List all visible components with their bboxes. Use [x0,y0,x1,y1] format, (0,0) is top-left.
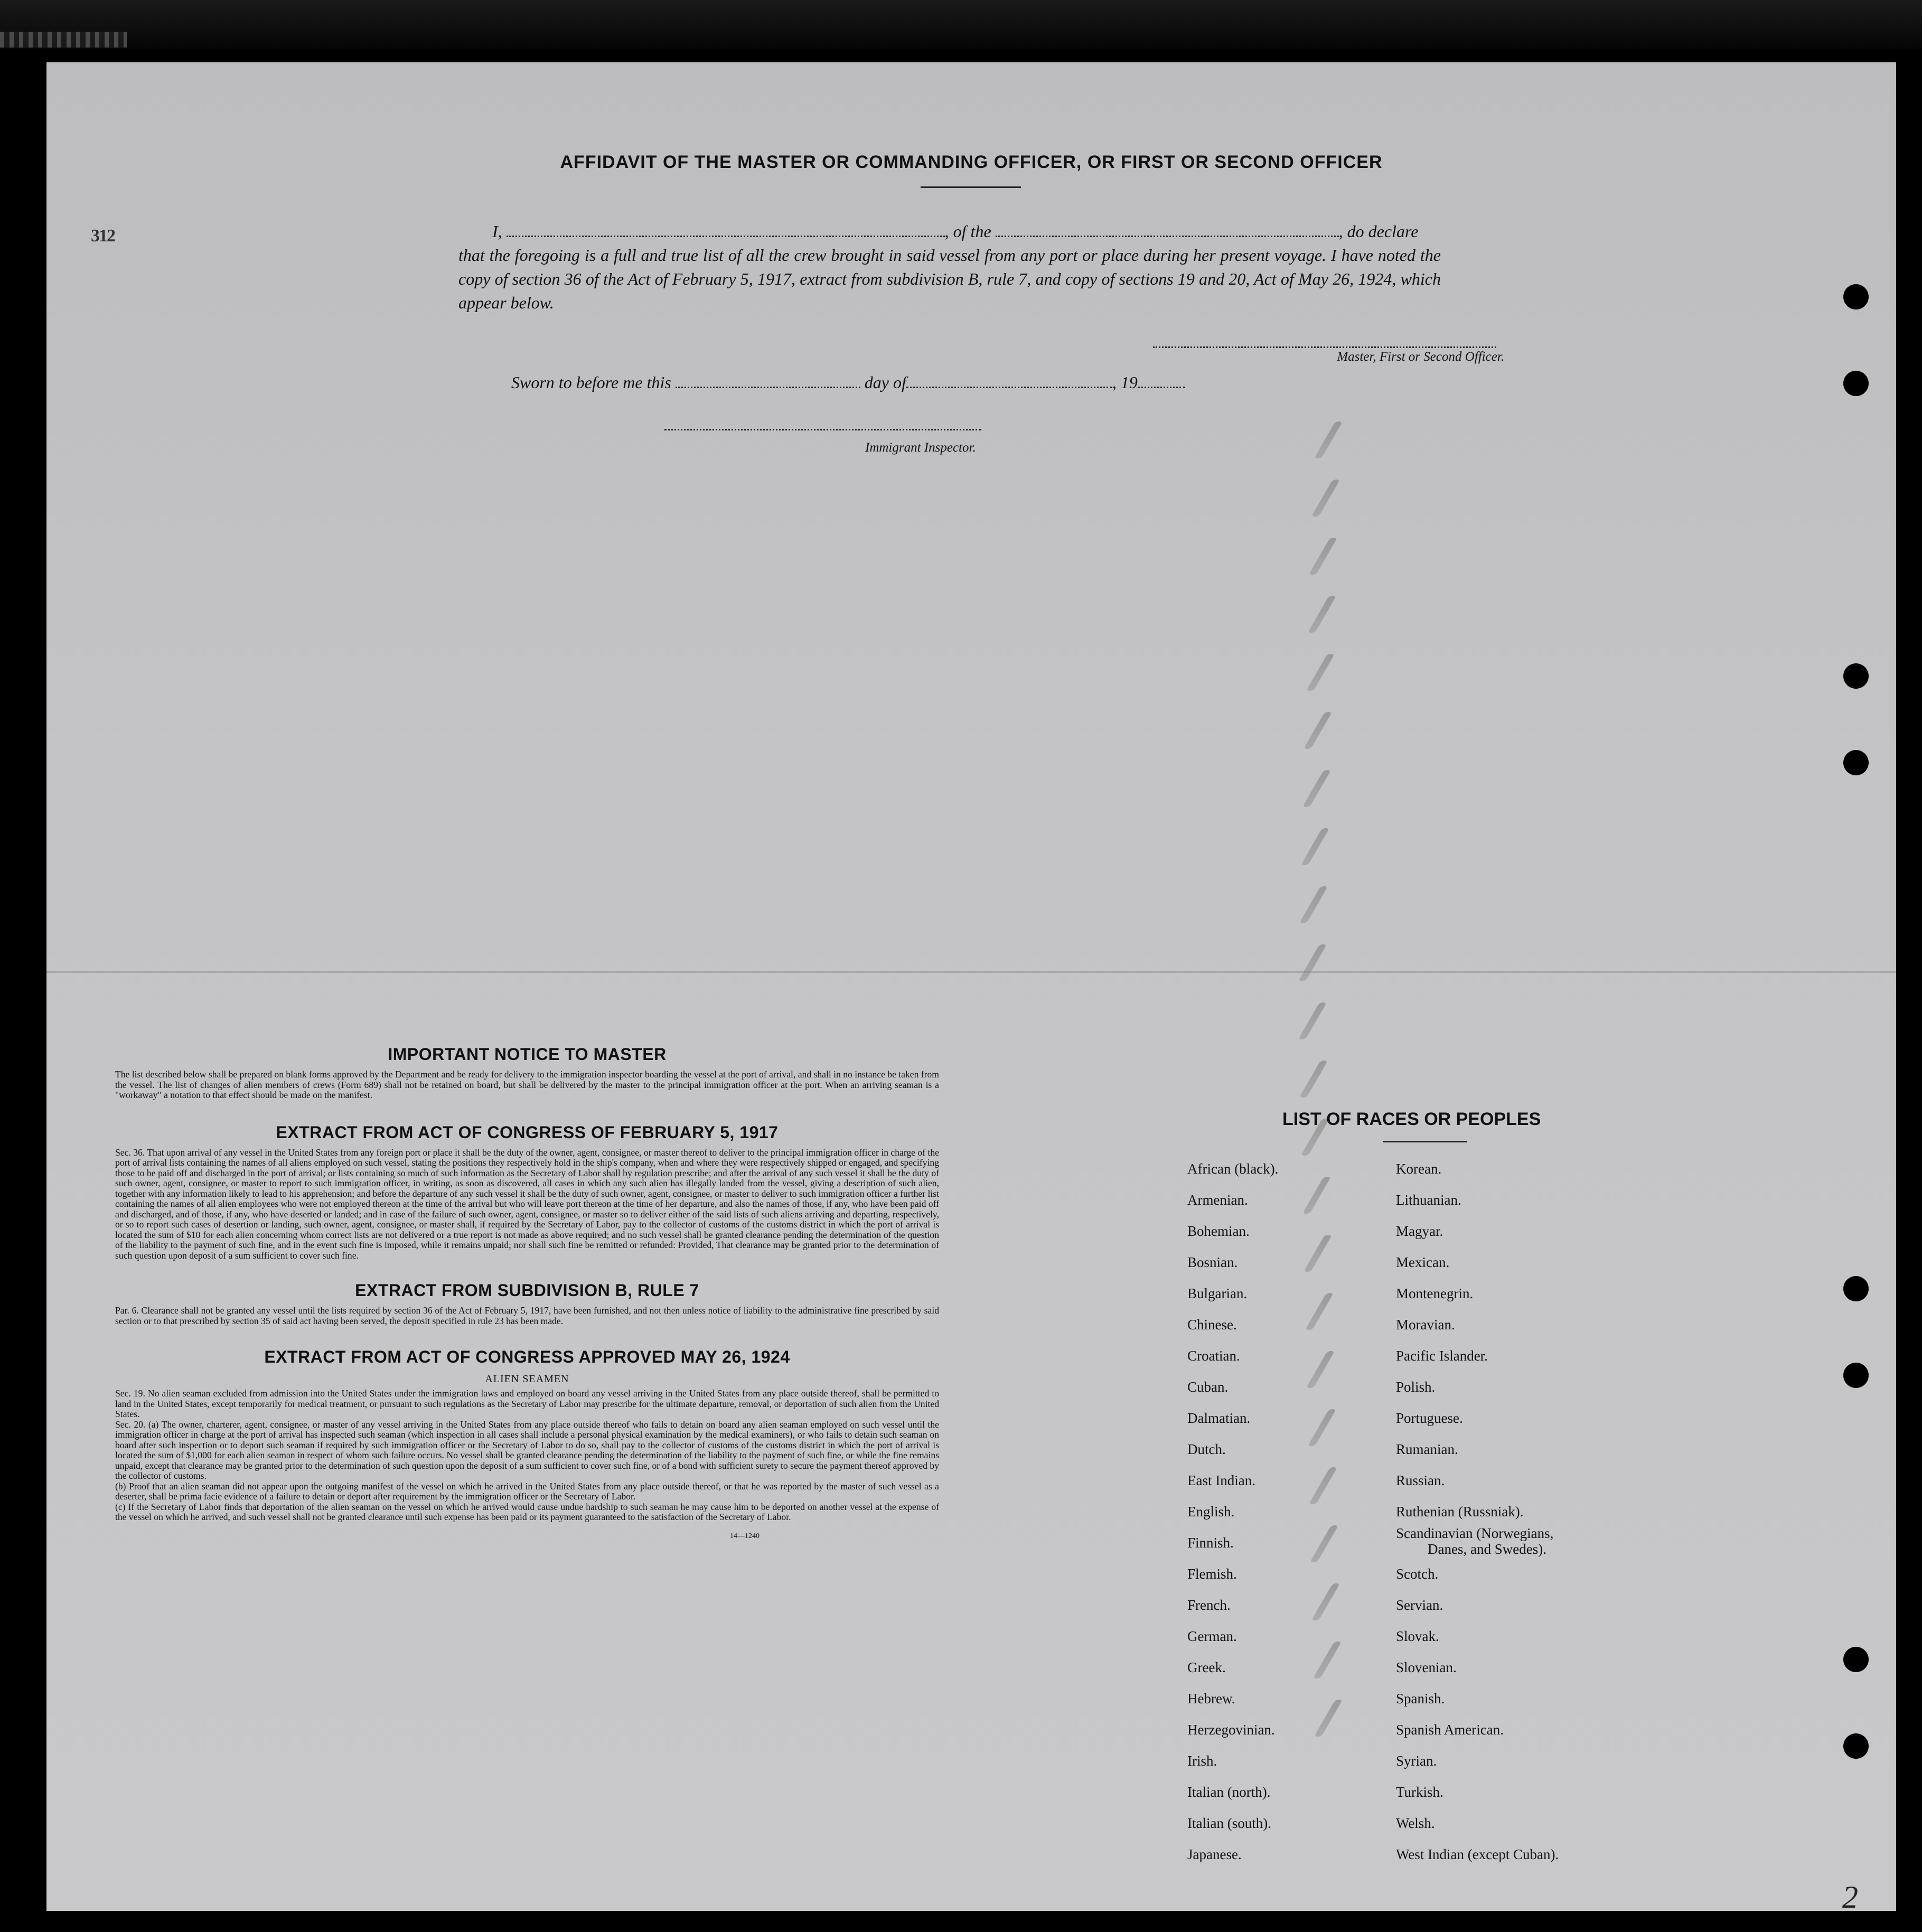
race-item: Portuguese. [1396,1410,1463,1426]
title-underline [921,186,1021,188]
race-item: African (black). [1187,1161,1279,1177]
race-item: West Indian (except Cuban). [1396,1846,1559,1862]
tick-mark [1309,538,1337,575]
inspector-signature-line[interactable] [664,429,981,430]
race-item: Dalmatian. [1187,1410,1251,1426]
sworn-year-field[interactable] [1138,386,1185,388]
race-item: Magyar. [1396,1223,1443,1239]
tick-mark [1311,480,1340,517]
race-item: Chinese. [1187,1317,1237,1333]
form-number: 14—1240 [730,1532,760,1540]
tick-mark [1314,421,1343,458]
important-notice-title: IMPORTANT NOTICE TO MASTER [388,1045,667,1064]
extract-1924-title: EXTRACT FROM ACT OF CONGRESS APPROVED MAY 26, 1924 [264,1347,790,1366]
race-item: English. [1187,1504,1235,1520]
sworn-day-field[interactable] [676,386,860,388]
left-margin-mark: 312 [91,226,115,246]
notices-column [115,1045,939,1541]
race-item: Dutch. [1187,1441,1226,1457]
alien-seamen-subtitle: ALIEN SEAMEN [485,1373,569,1385]
race-item: French. [1187,1597,1231,1613]
tick-mark [1313,1642,1342,1678]
race-item: Mexican. [1396,1254,1450,1270]
tick-mark [1309,1467,1337,1504]
race-item: Polish. [1396,1379,1436,1395]
tick-mark [1314,1700,1343,1737]
do-declare-label: , do declare [1338,222,1419,241]
race-item: Pacific Islander. [1396,1348,1488,1364]
race-item: Spanish. [1396,1691,1445,1706]
race-item: Flemish. [1187,1566,1237,1582]
race-item: Italian (north). [1187,1784,1271,1800]
race-item: Greek. [1187,1659,1226,1675]
punch-hole [1843,1363,1869,1388]
of-the-label: , of the [944,222,991,241]
tick-mark [1305,1293,1334,1330]
race-item: Scotch. [1396,1566,1439,1582]
extract-1917-text: Sec. 36. That upon arrival of any vessel in the United States from any foreign port or place it shall be the duty of the owner, agent, consignee, or master thereof to deliver to the principal immigration officer in charge of the port of arrival lists containing the names of all aliens employed on such vessel, stating the positions they respectively hold in the ship's company, when and where they were respectively shipped or engaged, and specifying those to be paid off and discharged in the port of arrival; or lists containing so much of such information as the Secretary of Labor shall by regulation prescribe; and after the arrival of any such vessel it shall be the duty of such owner, agent, consignee, or master to report to such immigration officer, in writing, as soon as discovered, all cases in which any such alien has illegally landed from the vessel, giving a description of such alien, together with any information likely to lead to his apprehension; and before the departure of any such vessel it shall be the duty of such owner, agent, consignee, or master to deliver to such immigration officer a further list containing the names of all alien employees who were not employed thereon at the time of the arrival but who will leave port thereon at the time of her departure, and also the names of those, if any, who have been paid off and discharged, and of those, if any, who have deserted or landed; and in case of the failure of such owner, agent, consignee, or master so to deliver either of the said lists of such aliens arriving and departing, respectively, or so to report such cases of desertion or landing, such owner, agent, consignee, or master shall, if required by the Secretary of Labor, pay to the collector of customs of the customs district in which the port of arrival is located the sum of $10 for each alien concerning whom correct lists are not delivered or a true report is not made as above required; and no such vessel shall be granted clearance pending the determination of the question of the liability to the payment of such fine, and in the event such fine is imposed, while it remains unpaid; nor shall such fine be remitted or refunded: Provided, That clearance may be granted prior to the determination of such question upon deposit of a sum sufficient to cover such fine. [115,1147,939,1261]
scan-border [0,0,1922,50]
declaration-text: that the foregoing is a full and true list of all the crew brought in said vessel from any port or place during her present voyage. I have noted the copy of section 36 of the Act of February 5, 1917, extract from subdivision B, rule 7, and copy of sections 19 and 20, Act of May 26, 1924, which appear below. [458,246,1441,312]
race-item: Slovenian. [1396,1659,1457,1675]
race-item: Cuban. [1187,1379,1229,1395]
race-item: Finnish. [1187,1535,1234,1551]
tick-mark [1299,1061,1328,1098]
tick-mark [1308,596,1336,633]
tick-mark [1302,770,1331,807]
race-item: Ruthenian (Russniak). [1396,1504,1524,1520]
tick-mark [1304,1235,1332,1272]
race-item-continued: Danes, and Swedes). [1428,1541,1546,1557]
race-item: Hebrew. [1187,1691,1235,1706]
race-item: East Indian. [1187,1473,1255,1488]
race-item: Bulgarian. [1187,1286,1248,1301]
extract-rule7-text: Par. 6. Clearance shall not be granted any vessel until the lists required by section 36 of the Act of February 5, 1917, have been furnished, and not then unless notice of liability to the administrative fine prescribed by said section or to that prescribed by section 35 of said act having been served, the deposit specified in rule 23 has been made. [115,1305,939,1326]
tick-mark [1306,654,1335,691]
scan-artifact [0,32,127,48]
sworn-month-field[interactable] [906,386,1112,388]
race-item: Slovak. [1396,1628,1439,1644]
race-item: Armenian. [1187,1192,1248,1208]
declaration-block [458,220,1441,315]
race-item: Spanish American. [1396,1722,1504,1738]
race-item: Scandinavian (Norwegians, [1396,1525,1554,1541]
section-20b-text: (b) Proof that an alien seaman did not appear upon the outgoing manifest of the vessel on which he arrived in the United States from any place outside thereof, or that he was reported by the master of such vessel as a deserter, shall be prima facie evidence of a failure to detain or deport after requirement by the immigration officer or the Secretary of Labor. [115,1480,939,1502]
day-of-label: day of [864,373,906,392]
signature-line[interactable] [1153,346,1496,348]
tick-mark [1306,1351,1335,1388]
tick-mark [1310,1525,1338,1562]
race-item: Herzegovinian. [1187,1722,1275,1738]
race-item: Turkish. [1396,1784,1443,1800]
tick-mark [1298,1002,1327,1039]
race-item: German. [1187,1628,1237,1644]
race-item: Lithuanian. [1396,1192,1461,1208]
race-item: Moravian. [1396,1317,1455,1333]
punch-hole [1843,284,1869,310]
race-item: Russian. [1396,1473,1445,1488]
signature-caption: Master, First or Second Officer. [1337,350,1504,364]
tick-mark [1298,944,1327,981]
declaration-first-line [458,220,1441,243]
inspector-caption: Immigrant Inspector. [865,440,976,455]
name-field[interactable] [507,235,945,237]
race-item: Welsh. [1396,1815,1435,1831]
race-item: Servian. [1396,1597,1443,1613]
race-item: Bohemian. [1187,1223,1250,1239]
races-list-title: LIST OF RACES OR PEOPLES [1282,1109,1541,1129]
tick-mark [1304,712,1332,749]
i-label: I, [492,222,502,241]
affidavit-title: AFFIDAVIT OF THE MASTER OR COMMANDING OFFICER, OR FIRST OR SECOND OFFICER [560,152,1383,172]
tick-mark [1311,1583,1340,1620]
vessel-field[interactable] [996,235,1339,237]
sworn-line [511,373,1185,392]
corner-mark: 2 [1842,1880,1858,1915]
race-item: Syrian. [1396,1753,1437,1769]
punch-hole [1843,371,1869,396]
race-item: Japanese. [1187,1846,1242,1862]
tick-mark [1308,1409,1336,1446]
punch-hole [1843,1733,1869,1759]
sworn-label: Sworn to before me this [511,373,671,392]
tick-mark [1299,886,1328,923]
race-item: Irish. [1187,1753,1217,1769]
year-prefix-label: , 19 [1112,373,1138,392]
tick-mark [1301,828,1329,865]
section-20a-text: Sec. 20. (a) The owner, charterer, agent, consignee, or master of any vessel arriving in the United States from any place outside thereof who fails to detain on board any alien seaman employed on such vessel until the immigration officer in charge at the port of arrival has inspected such seaman (which inspection in all cases shall include a personal physical examination by the medical examiners), or who fails to detain such seaman on board after such inspection or to deport such seaman if required by such immigration officer or the Secretary of Labor to do so, shall pay to the collector of customs of the customs district in which the port of arrival is located the sum of $1,000 for each alien seaman in respect of whom such failure occurs. No vessel shall be granted clearance pending the determination of the liability to the payment of such fine, or while the fine remains unpaid, except that clearance may be granted prior to the determination of such question upon the deposit of a sum sufficient to cover such fine, or of a bond with sufficient surety to secure the payment thereof approved by the collector of customs. [115,1419,939,1481]
race-item: Italian (south). [1187,1815,1271,1831]
tick-mark [1302,1177,1331,1214]
race-item: Rumanian. [1396,1441,1458,1457]
section-19-text: Sec. 19. No alien seaman excluded from admission into the United States under the immigration laws and employed on board any vessel arriving in the United States from any place outside thereof, shall be permitted to land in the United States, except temporarily for medical treatment, or pursuant to such regulations as the Secretary of Labor may prescribe for the ultimate departure, removal, or deportation of such alien from the United States. [115,1388,939,1419]
important-notice-text: The list described below shall be prepared on blank forms approved by the Department and be ready for delivery to the immigration inspector boarding the vessel at the port of arrival, and shall in no instance be taken from the vessel. The list of changes of alien members of crews (Form 689) shall not be retained on board, but shall be delivered by the master to the principal immigration officer at the port. When an arriving seaman is a "workaway" a notation to that effect should be made on the manifest. [115,1069,939,1100]
punch-hole [1843,1647,1869,1672]
race-item: Montenegrin. [1396,1286,1474,1301]
races-title-underline [1383,1141,1467,1142]
document-page [46,62,1896,1915]
punch-hole [1843,663,1869,689]
punch-hole [1843,750,1869,775]
race-item: Croatian. [1187,1348,1240,1364]
extract-1917-title: EXTRACT FROM ACT OF CONGRESS OF FEBRUARY 5, 1917 [276,1122,779,1142]
page-fold [46,971,1896,973]
race-item: Korean. [1396,1161,1442,1177]
punch-hole [1843,1276,1869,1301]
race-item: Bosnian. [1187,1254,1238,1270]
section-20c-text: (c) If the Secretary of Labor finds that deportation of the alien seaman on the vessel on which he arrived would cause undue hardship to such seaman he may cause him to be deported on another vessel at the expense of the vessel on which he arrived, and such vessel shall not be granted clearance until such expense has been paid or its payment guaranteed to the satisfaction of the Secretary of Labor. [115,1501,939,1522]
extract-rule7-title: EXTRACT FROM SUBDIVISION B, RULE 7 [355,1281,699,1300]
